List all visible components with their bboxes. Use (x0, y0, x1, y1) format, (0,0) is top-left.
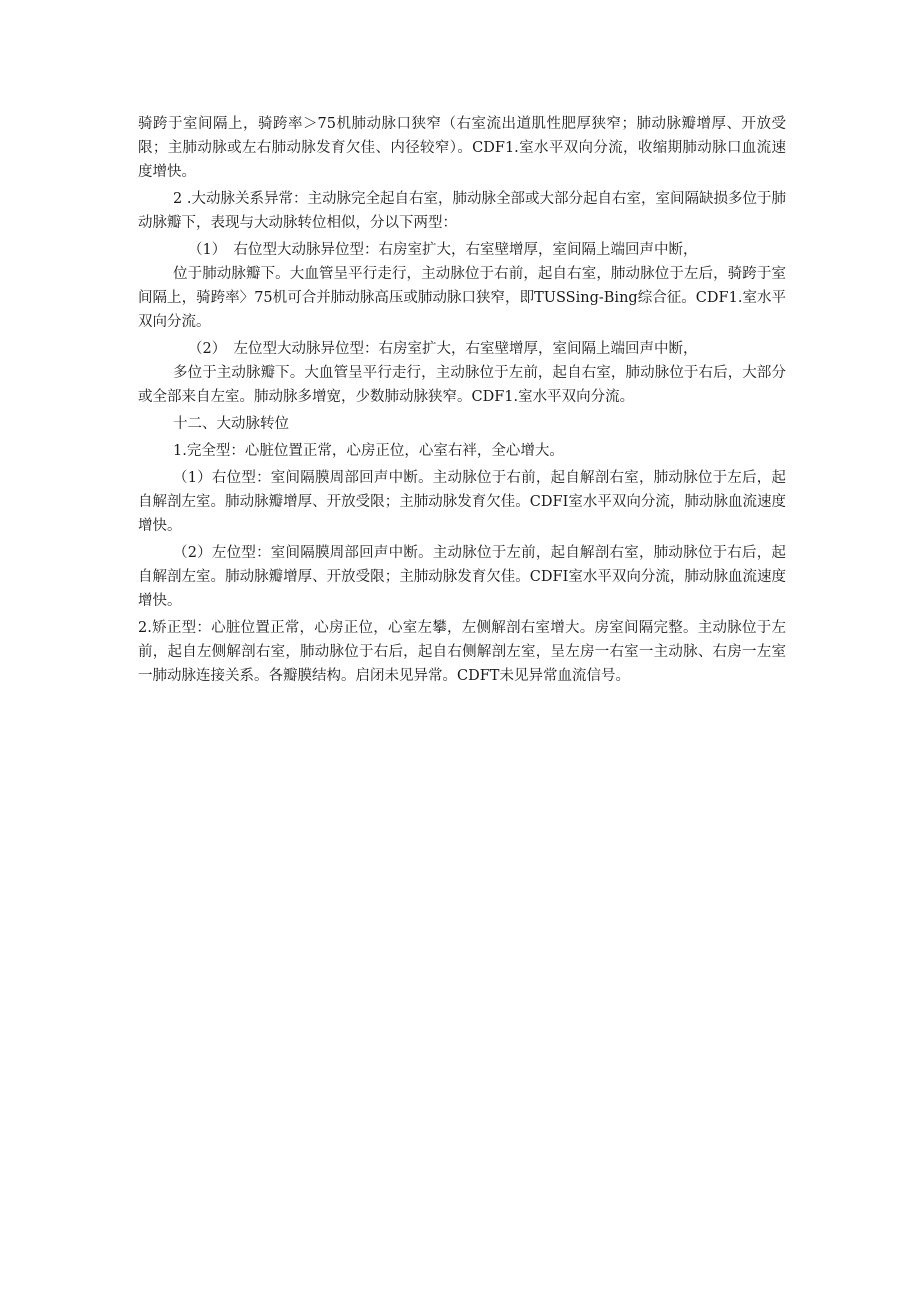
paragraph-11: 2.矫正型：心脏位置正常，心房正位，心室左攀，左侧解剖右室增大。房室间隔完整。主动脉位于左前，起自左侧解剖右室，肺动脉位于右后，起自右侧解剖左室，呈左房一右室一主动脉、右房一左室一肺动脉连接关系。各瓣膜结构。启闭未见异常。CDFT未见异常血流信号。 (138, 620, 786, 684)
paragraph-1: 骑跨于室间隔上，骑跨率＞75机肺动脉口狭窄（右室流出道肌性肥厚狭窄；肺动脉瓣增厚、开放受限；主肺动脉或左右肺动脉发育欠佳、内径较窄）。CDF1.室水平双向分流，收缩期肺动脉口血流速度增快。 (138, 116, 786, 180)
paragraph-3: （1） 右位型大动脉异位型：右房室扩大，右室壁增厚，室间隔上端回声中断， (188, 242, 698, 258)
paragraph-9: （1）右位型：室间隔膜周部回声中断。主动脉位于右前，起自解剖右室，肺动脉位于左后，起自解剖左室。肺动脉瓣增厚、开放受限；主肺动脉发育欠佳。CDFI室水平双向分流，肺动脉血流速度增快。 (138, 470, 786, 534)
document-body (138, 112, 786, 691)
paragraph-2: 2 .大动脉关系异常：主动脉完全起自右室，肺动脉全部或大部分起自右室，室间隔缺损多位于肺动脉瓣下，表现与大动脉转位相似，分以下两型： (138, 191, 786, 231)
paragraph-8: 1.完全型：心脏位置正常，心房正位，心室右袢，全心增大。 (173, 443, 564, 459)
paragraph-4: 位于肺动脉瓣下。大血管呈平行走行，主动脉位于右前，起自右室，肺动脉位于左后，骑跨于室间隔上，骑跨率〉75机可合并肺动脉高压或肺动脉口狭窄，即TUSSing-Bing综合征。CDF1.室水平双向分流。 (138, 266, 786, 330)
paragraph-10: （2）左位型：室间隔膜周部回声中断。主动脉位于左前，起自解剖右室，肺动脉位于右后，起自解剖左室。肺动脉瓣增厚、开放受限；主肺动脉发育欠佳。CDFI室水平双向分流，肺动脉血流速度增快。 (138, 545, 786, 609)
paragraph-6: 多位于主动脉瓣下。大血管呈平行走行，主动脉位于左前，起自右室，肺动脉位于右后，大部分或全部来自左室。肺动脉多增宽，少数肺动脉狭窄。CDF1.室水平双向分流。 (138, 365, 786, 405)
section-heading: 十二、大动脉转位 (173, 416, 289, 432)
paragraph-5: （2） 左位型大动脉异位型：右房室扩大，右室壁增厚，室间隔上端回声中断， (188, 341, 698, 357)
